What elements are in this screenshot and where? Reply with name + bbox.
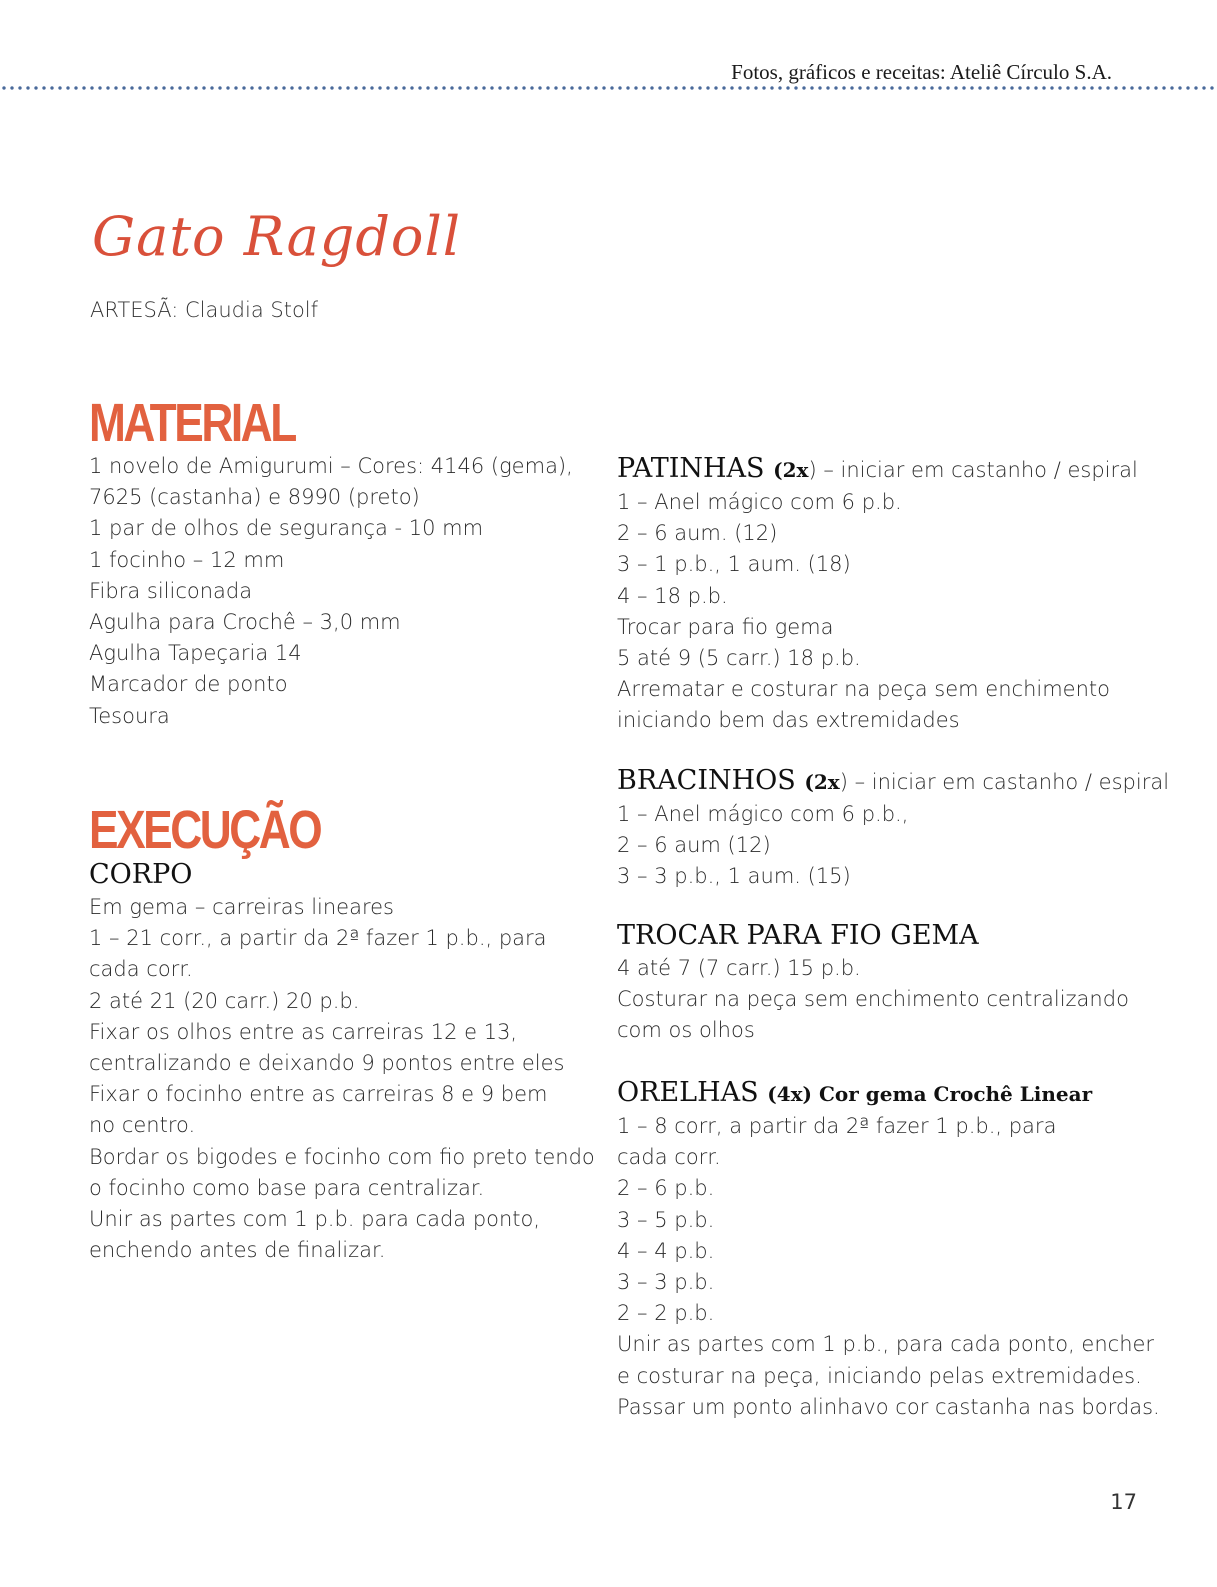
- patinhas-section: [617, 452, 1177, 737]
- bracinhos-title: BRACINHOS: [617, 765, 796, 796]
- material-section: [89, 395, 589, 732]
- instruction-line: no centro.: [89, 1113, 196, 1138]
- instruction-line: cada corr.: [617, 1145, 721, 1170]
- material-item: 1 focinho – 12 mm: [89, 547, 285, 572]
- material-item: Agulha Tapeçaria 14: [89, 641, 302, 666]
- instruction-line: Bordar os bigodes e focinho com fio preto tendo: [89, 1144, 595, 1169]
- instruction-line: cada corr.: [89, 957, 193, 982]
- instruction-line: 2 até 21 (20 carr.) 20 p.b.: [89, 988, 360, 1013]
- material-item: Tesoura: [89, 703, 170, 728]
- trocar-section: [617, 919, 1177, 1047]
- instruction-line: 4 até 7 (7 carr.) 15 p.b.: [617, 956, 861, 980]
- orelhas-qty: (4x) Cor gema Crochê Linear: [767, 1082, 1093, 1106]
- photo-credit: Fotos, gráficos e receitas: Ateliê Círculo S.A.: [731, 60, 1112, 84]
- instruction-line: Fixar o focinho entre as carreiras 8 e 9 bem: [89, 1082, 548, 1107]
- corpo-heading: CORPO: [89, 859, 193, 890]
- artisan-credit: ARTESÃ: Claudia Stolf: [90, 298, 319, 322]
- corpo-instructions: [89, 892, 595, 1266]
- material-item: Agulha para Crochê – 3,0 mm: [89, 610, 401, 635]
- execucao-heading: EXECUÇÃO: [89, 800, 321, 860]
- patinhas-heading: [617, 452, 1177, 487]
- material-item: Fibra siliconada: [89, 578, 253, 603]
- instruction-line: Passar um ponto alinhavo cor castanha nas bordas.: [617, 1394, 1160, 1419]
- material-item: 1 par de olhos de segurança - 10 mm: [89, 516, 484, 541]
- orelhas-section: [617, 1076, 1177, 1423]
- instruction-line: Arrematar e costurar na peça sem enchimento: [617, 677, 1110, 702]
- instruction-line: Unir as partes com 1 p.b. para cada ponto,: [89, 1207, 541, 1232]
- material-item: Marcador de ponto: [89, 672, 288, 697]
- bracinhos-qty: (2x: [804, 770, 840, 794]
- bracinhos-heading: [617, 764, 1177, 799]
- instruction-line: 3 – 1 p.b., 1 aum. (18): [617, 552, 851, 577]
- instruction-line: iniciando bem das extremidades: [617, 708, 960, 733]
- instruction-line: 2 – 6 p.b.: [617, 1176, 715, 1201]
- instruction-line: Trocar para fio gema: [617, 614, 834, 639]
- instruction-line: Unir as partes com 1 p.b., para cada ponto, encher: [617, 1332, 1155, 1357]
- bracinhos-note: ) – iniciar em castanho / espiral: [839, 770, 1170, 794]
- instruction-line: 1 – Anel mágico com 6 p.b.: [617, 490, 902, 514]
- instruction-line: Em gema – carreiras lineares: [89, 895, 394, 919]
- instruction-line: enchendo antes de finalizar.: [89, 1238, 386, 1263]
- execucao-section: [89, 800, 595, 1266]
- patinhas-qty: (2x: [773, 458, 809, 482]
- bracinhos-section: [617, 764, 1177, 893]
- instruction-line: e costurar na peça, iniciando pelas extremidades.: [617, 1363, 1142, 1388]
- orelhas-heading: [617, 1076, 1177, 1111]
- instruction-line: 4 – 18 p.b.: [617, 583, 728, 608]
- instruction-line: 5 até 9 (5 carr.) 18 p.b.: [617, 646, 861, 671]
- instruction-line: o focinho como base para centralizar.: [89, 1175, 485, 1200]
- instruction-line: 2 – 6 aum. (12): [617, 521, 778, 546]
- instruction-line: com os olhos: [617, 1018, 755, 1043]
- dotted-rule: [0, 85, 1217, 91]
- page-title: Gato Ragdoll: [92, 205, 461, 268]
- instruction-line: 2 – 6 aum (12): [617, 833, 771, 858]
- material-heading: MATERIAL: [89, 393, 295, 453]
- instruction-line: 3 – 5 p.b.: [617, 1207, 715, 1232]
- instruction-line: 2 – 2 p.b.: [617, 1301, 715, 1326]
- material-item: 1 novelo de Amigurumi – Cores: 4146 (gema),: [89, 454, 573, 478]
- instruction-line: centralizando e deixando 9 pontos entre eles: [89, 1051, 565, 1076]
- trocar-heading: TROCAR PARA FIO GEMA: [617, 920, 979, 951]
- patinhas-note: ) – iniciar em castanho / espiral: [808, 458, 1138, 482]
- instruction-line: 3 – 3 p.b., 1 aum. (15): [617, 864, 851, 889]
- instruction-line: Costurar na peça sem enchimento centralizando: [617, 987, 1129, 1012]
- instruction-line: 1 – 21 corr., a partir da 2ª fazer 1 p.b., para: [89, 926, 547, 951]
- material-list: [89, 451, 589, 732]
- page-number: 17: [1110, 1490, 1137, 1514]
- orelhas-title: ORELHAS: [617, 1077, 759, 1108]
- material-item: 7625 (castanha) e 8990 (preto): [89, 485, 420, 510]
- instruction-line: Fixar os olhos entre as carreiras 12 e 13,: [89, 1019, 518, 1044]
- instruction-line: 3 – 3 p.b.: [617, 1270, 715, 1295]
- instruction-line: 4 – 4 p.b.: [617, 1238, 715, 1263]
- instruction-line: 1 – 8 corr, a partir da 2ª fazer 1 p.b., para: [617, 1114, 1057, 1138]
- patinhas-title: PATINHAS: [617, 453, 765, 484]
- instruction-line: 1 – Anel mágico com 6 p.b.,: [617, 802, 909, 826]
